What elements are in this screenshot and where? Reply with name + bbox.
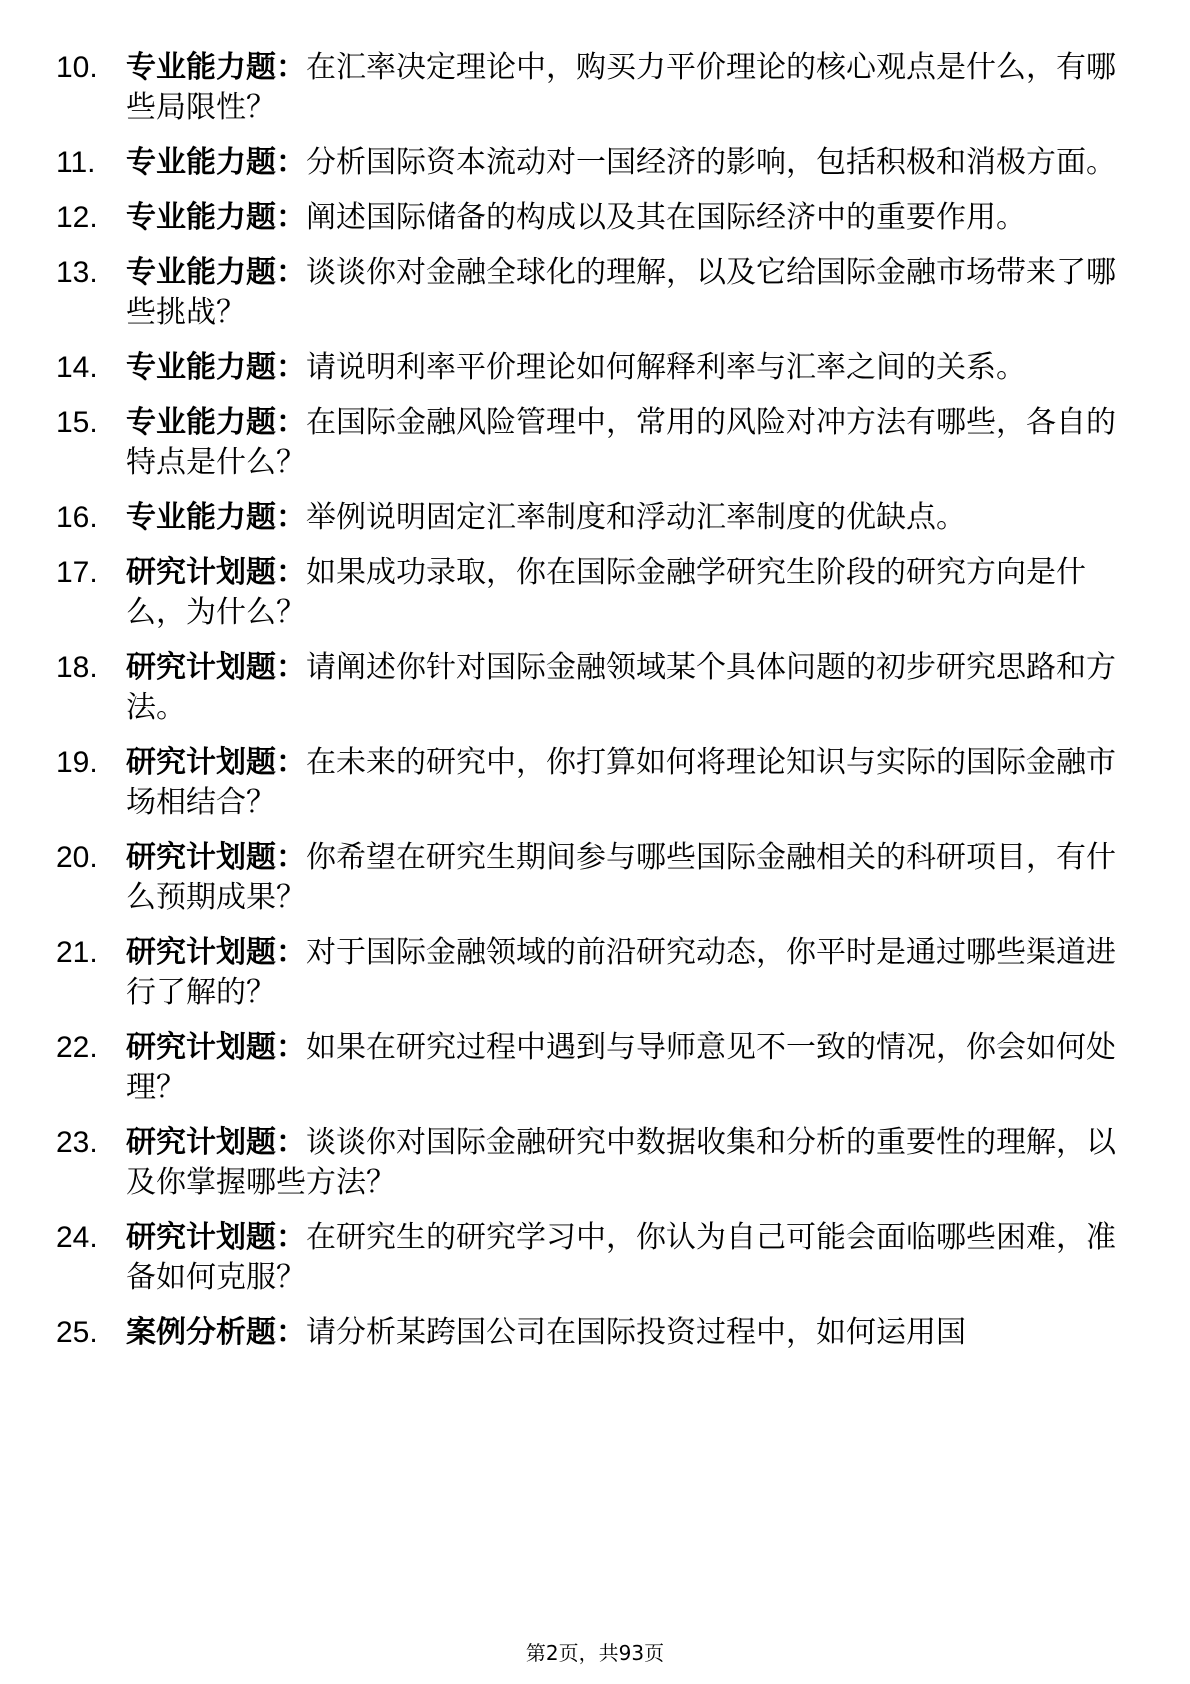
question-category: 专业能力题： (126, 50, 306, 85)
question-text: 你希望在研究生期间参与哪些国际金融相关的科研项目，有什么预期成果？ (126, 840, 1116, 915)
question-number: 22. (56, 1031, 98, 1064)
question-number: 14. (56, 351, 98, 384)
question-text: 举例说明固定汇率制度和浮动汇率制度的优缺点。 (306, 500, 966, 535)
question-text: 如果成功录取，你在国际金融学研究生阶段的研究方向是什么，为什么？ (126, 555, 1086, 630)
question-category: 研究计划题： (126, 555, 306, 590)
question-category: 专业能力题： (126, 145, 306, 180)
question-category: 研究计划题： (126, 840, 306, 875)
question-category: 案例分析题： (126, 1315, 306, 1350)
question-category: 研究计划题： (126, 1220, 306, 1255)
question-number: 12. (56, 201, 98, 234)
question-item (56, 1123, 1136, 1203)
question-item (56, 198, 1136, 238)
question-item (56, 143, 1136, 183)
question-text: 在国际金融风险管理中，常用的风险对冲方法有哪些，各自的特点是什么？ (126, 405, 1116, 480)
page-indicator: 第2页，共93页 (525, 1641, 665, 1665)
question-number: 25. (56, 1316, 98, 1349)
question-item (56, 498, 1136, 538)
question-number: 18. (56, 651, 98, 684)
question-item (56, 648, 1136, 728)
question-number: 11. (56, 146, 96, 179)
question-category: 研究计划题： (126, 745, 306, 780)
question-category: 研究计划题： (126, 935, 306, 970)
question-text: 在未来的研究中，你打算如何将理论知识与实际的国际金融市场相结合？ (126, 745, 1116, 820)
question-item (56, 48, 1136, 128)
question-text: 在汇率决定理论中，购买力平价理论的核心观点是什么，有哪些局限性？ (126, 50, 1116, 125)
question-text: 对于国际金融领域的前沿研究动态，你平时是通过哪些渠道进行了解的？ (126, 935, 1116, 1010)
question-item (56, 1313, 1136, 1353)
question-number: 19. (56, 746, 98, 779)
question-item (56, 743, 1136, 823)
question-number: 15. (56, 406, 98, 439)
question-item (56, 253, 1136, 333)
question-text: 阐述国际储备的构成以及其在国际经济中的重要作用。 (306, 200, 1026, 235)
question-item (56, 838, 1136, 918)
question-text: 谈谈你对金融全球化的理解，以及它给国际金融市场带来了哪些挑战？ (126, 255, 1116, 330)
question-text: 请说明利率平价理论如何解释利率与汇率之间的关系。 (306, 350, 1026, 385)
question-text: 请阐述你针对国际金融领域某个具体问题的初步研究思路和方法。 (126, 650, 1116, 725)
question-number: 17. (56, 556, 98, 589)
question-item (56, 933, 1136, 1013)
question-category: 研究计划题： (126, 1125, 306, 1160)
question-item (56, 553, 1136, 633)
question-item (56, 1218, 1136, 1298)
question-item (56, 348, 1136, 388)
question-category: 专业能力题： (126, 350, 306, 385)
question-number: 20. (56, 841, 98, 874)
question-text: 如果在研究过程中遇到与导师意见不一致的情况，你会如何处理？ (126, 1030, 1116, 1105)
question-text: 在研究生的研究学习中，你认为自己可能会面临哪些困难，准备如何克服？ (126, 1220, 1116, 1295)
question-number: 10. (56, 51, 98, 84)
question-number: 23. (56, 1126, 98, 1159)
question-item (56, 1028, 1136, 1108)
question-number: 16. (56, 501, 98, 534)
question-category: 专业能力题： (126, 500, 306, 535)
question-number: 21. (56, 936, 98, 969)
question-number: 24. (56, 1221, 98, 1254)
question-category: 专业能力题： (126, 405, 306, 440)
question-category: 专业能力题： (126, 255, 306, 290)
question-text: 分析国际资本流动对一国经济的影响，包括积极和消极方面。 (306, 145, 1116, 180)
question-text: 请分析某跨国公司在国际投资过程中，如何运用国 (306, 1315, 966, 1350)
question-category: 研究计划题： (126, 650, 306, 685)
question-category: 专业能力题： (126, 200, 306, 235)
question-number: 13. (56, 256, 98, 289)
question-item (56, 403, 1136, 483)
question-text: 谈谈你对国际金融研究中数据收集和分析的重要性的理解，以及你掌握哪些方法？ (126, 1125, 1116, 1200)
question-category: 研究计划题： (126, 1030, 306, 1065)
question-list (56, 48, 1136, 1368)
